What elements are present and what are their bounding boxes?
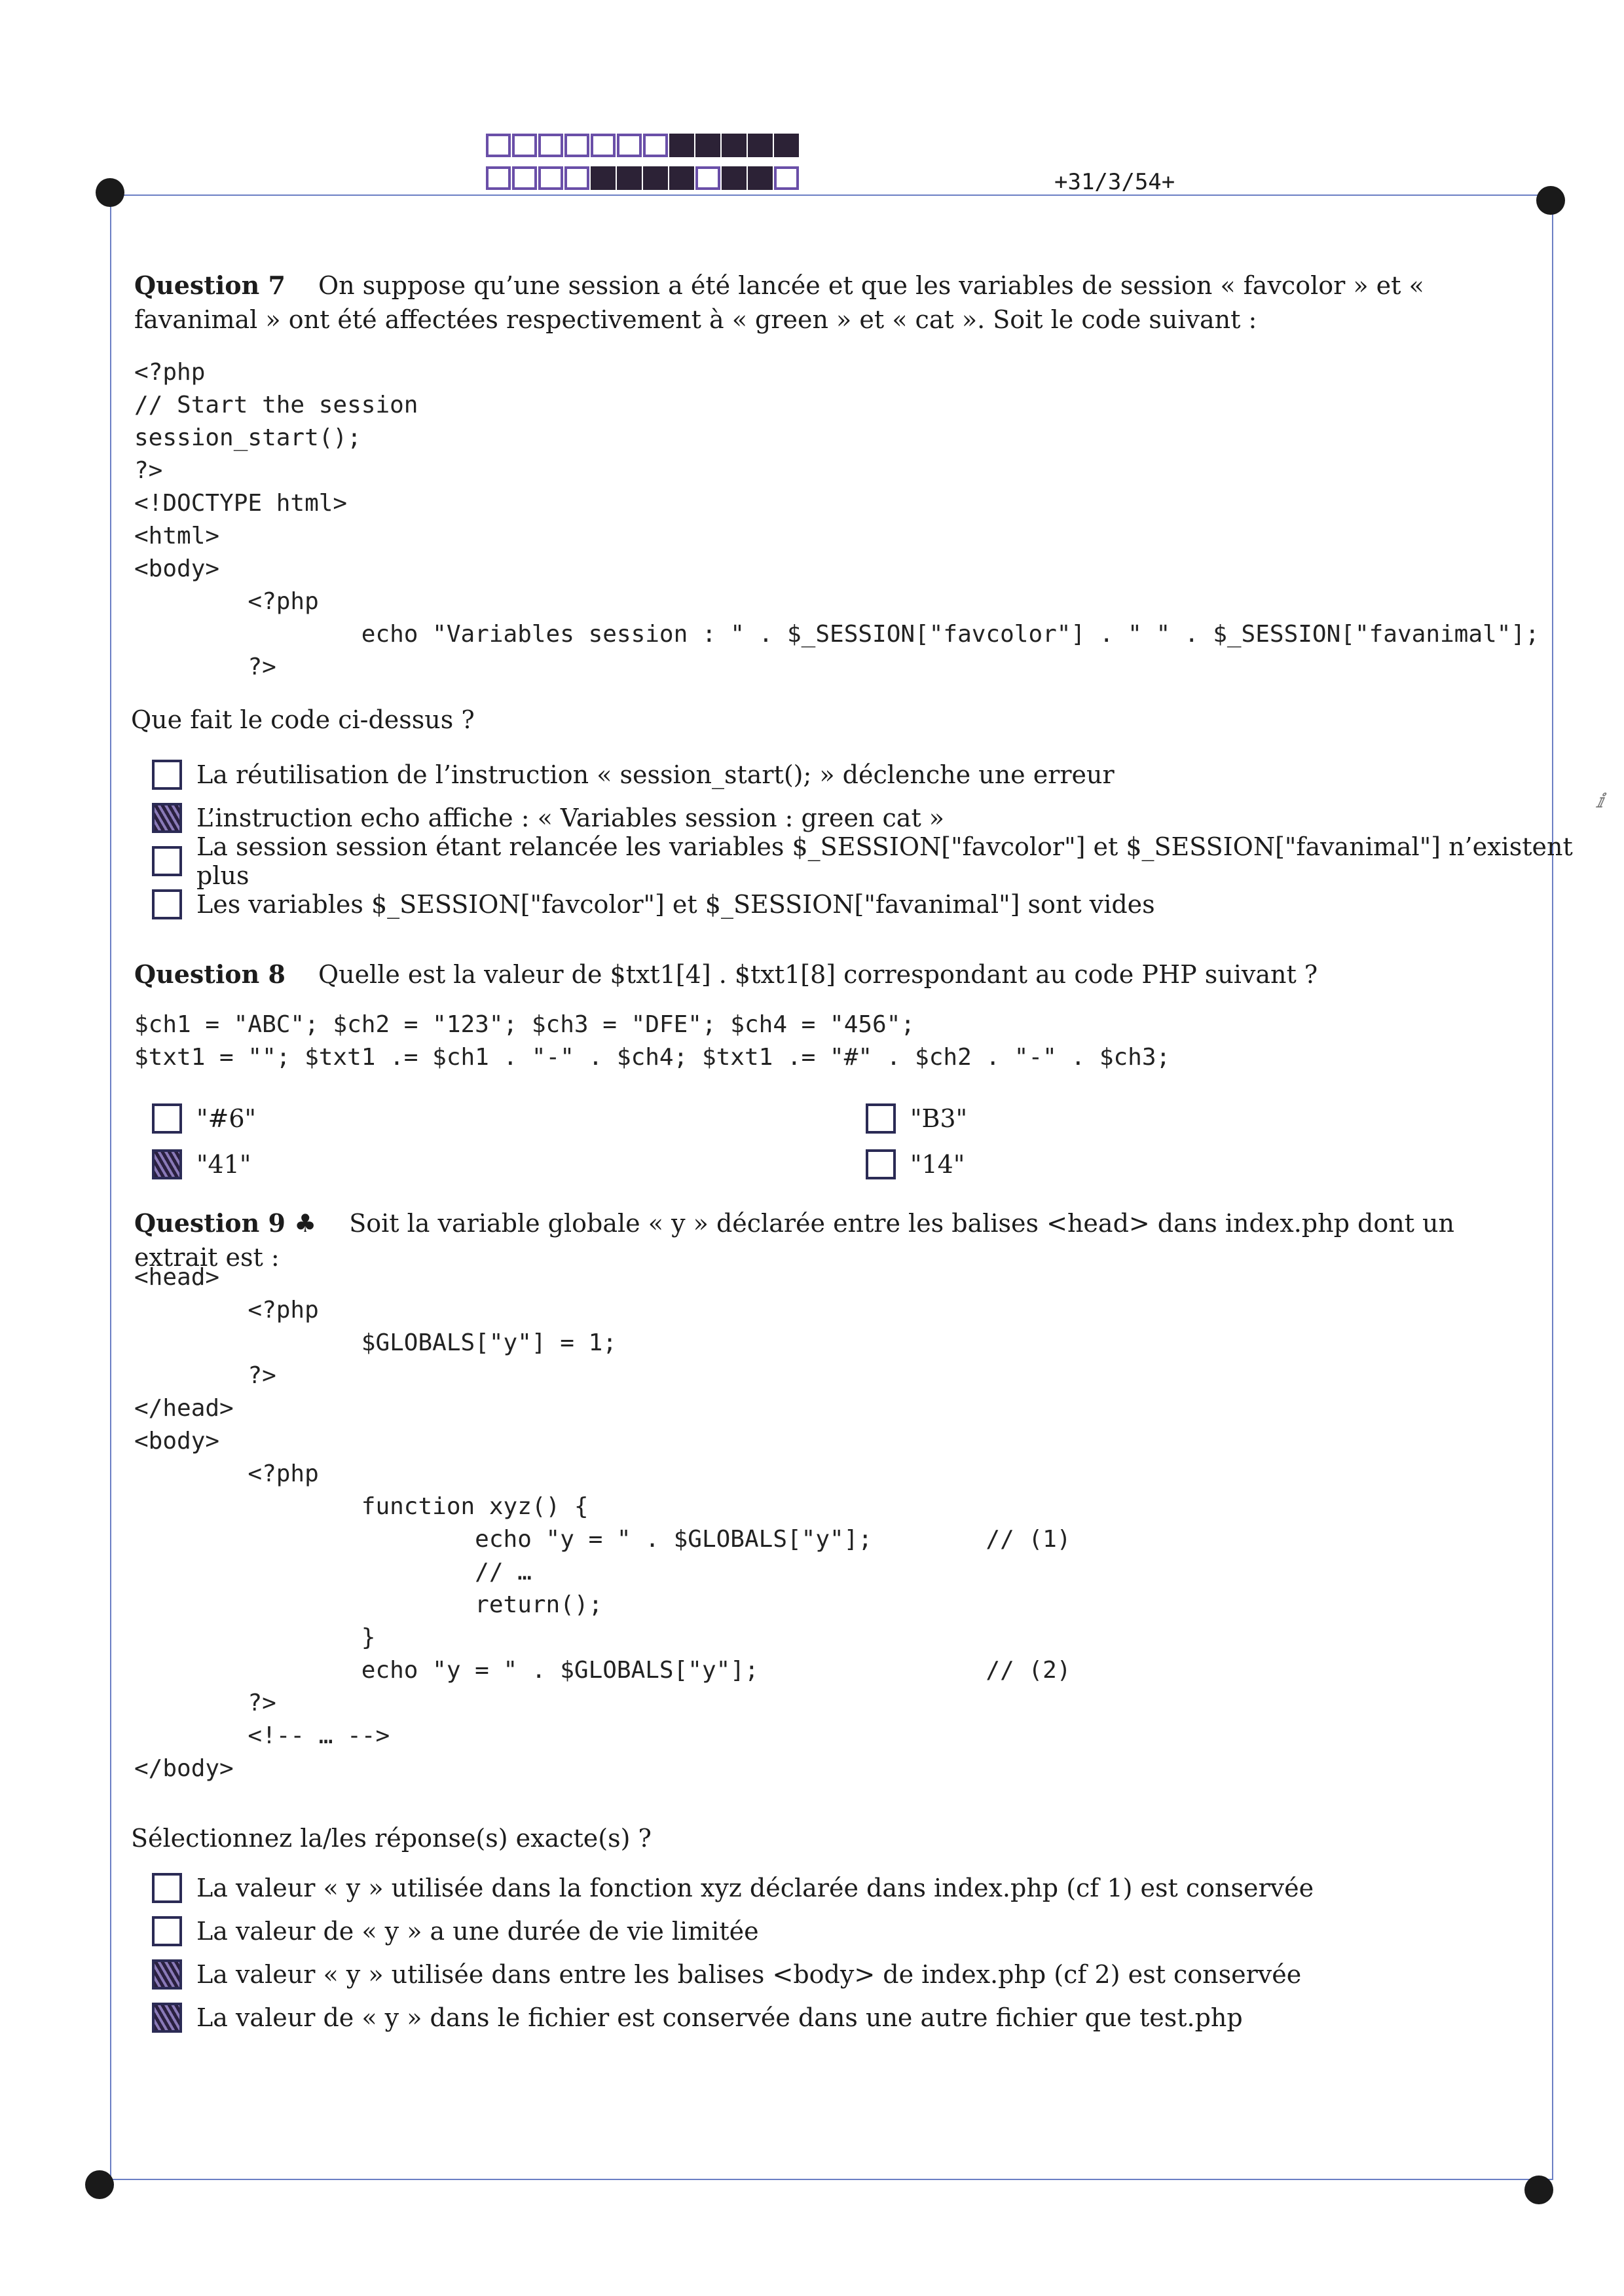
- option[interactable]: [152, 1910, 1314, 1953]
- option[interactable]: [152, 753, 1624, 796]
- question-9-prompt: Sélectionnez la/les réponse(s) exacte(s) ?: [131, 1824, 652, 1853]
- corner-marker-top-right: [1536, 186, 1565, 215]
- barcode-cell: [486, 166, 511, 190]
- question-7-text: On suppose qu’une session a été lancée et que les variables de session « favcolor » et « favanimal » ont été affectées respectivement à « green » et « cat ». Soit le code suivant :: [134, 271, 1424, 334]
- barcode-cell: [538, 134, 563, 157]
- checkbox[interactable]: [866, 1103, 896, 1134]
- margin-mark: ⅈ: [1596, 790, 1604, 813]
- corner-marker-top-left: [96, 178, 124, 207]
- option-label: La session session étant relancée les variables $_SESSION["favcolor"] et $_SESSION["favanimal"] n’existent plus: [196, 832, 1573, 890]
- option[interactable]: [152, 1146, 866, 1183]
- barcode-cell: [643, 166, 668, 190]
- question-8-statement: [134, 957, 1542, 991]
- barcode-cell: [695, 134, 720, 157]
- barcode-row-2: [486, 166, 800, 190]
- checkbox[interactable]: [152, 1103, 182, 1134]
- question-8-title: Question 8: [134, 959, 286, 989]
- option-label: L’instruction echo affiche : « Variables session : green cat »: [196, 804, 945, 832]
- option-label: La valeur « y » utilisée dans entre les balises <body> de index.php (cf 2) est conservée: [196, 1960, 1302, 1989]
- question-7-title: Question 7: [134, 270, 286, 300]
- option-label: La réutilisation de l’instruction « session_start(); » déclenche une erreur: [196, 760, 1115, 789]
- barcode-cell: [591, 134, 616, 157]
- option[interactable]: [866, 1146, 1390, 1183]
- question-7-statement: [134, 268, 1542, 337]
- question-9-options: [152, 1866, 1314, 2039]
- option-label: Les variables $_SESSION["favcolor"] et $_SESSION["favanimal"] sont vides: [196, 890, 1155, 919]
- barcode-cell: [669, 166, 694, 190]
- barcode-cell: [748, 134, 773, 157]
- page-identifier: +31/3/54+: [1054, 169, 1175, 195]
- option[interactable]: [152, 1866, 1314, 1910]
- question-9-code: <head> <?php $GLOBALS["y"] = 1; ?> </head> <body> <?php function xyz() { echo "y = " . $GLOBALS["y"]; // (1) // … return(); } echo "y = " . $GLOBALS["y"]; // (2) ?> <!-- … --> </body>: [134, 1264, 1071, 1782]
- corner-marker-bottom-left: [85, 2170, 114, 2199]
- barcode-cell: [564, 166, 589, 190]
- checkbox[interactable]: [152, 889, 182, 919]
- barcode-cell: [617, 134, 642, 157]
- barcode-cell: [538, 166, 563, 190]
- barcode-cell: [774, 166, 799, 190]
- barcode-cell: [643, 134, 668, 157]
- option-label: La valeur « y » utilisée dans la fonction xyz déclarée dans index.php (cf 1) est conservée: [196, 1874, 1314, 1902]
- barcode-cell: [695, 166, 720, 190]
- question-7-options: [152, 753, 1624, 926]
- barcode-cell: [512, 134, 537, 157]
- checkbox[interactable]: [152, 1959, 182, 1990]
- checkbox[interactable]: [152, 760, 182, 790]
- question-8-options: [152, 1100, 1462, 1183]
- option[interactable]: [152, 1996, 1314, 2039]
- checkbox[interactable]: [152, 846, 182, 876]
- option-label: La valeur de « y » a une durée de vie limitée: [196, 1917, 759, 1946]
- barcode-cell: [512, 166, 537, 190]
- barcode-cell: [748, 166, 773, 190]
- checkbox[interactable]: [152, 803, 182, 833]
- option-label: "B3": [910, 1104, 968, 1133]
- barcode-cell: [591, 166, 616, 190]
- barcode-row-1: [486, 134, 800, 157]
- question-7-prompt: Que fait le code ci-dessus ?: [131, 705, 475, 734]
- option[interactable]: [866, 1100, 1390, 1137]
- option-label: "14": [910, 1150, 965, 1179]
- option-label: "#6": [196, 1104, 256, 1133]
- question-7-code: <?php // Start the session session_start(); ?> <!DOCTYPE html> <html> <body> <?php echo "Variables session : " . $_SESSION["favcolor"] . " " . $_SESSION["favanimal"]; ?>: [134, 359, 1540, 680]
- checkbox[interactable]: [152, 1916, 182, 1946]
- option[interactable]: [152, 832, 1624, 890]
- barcode-cell: [617, 166, 642, 190]
- barcode-cell: [722, 134, 747, 157]
- checkbox[interactable]: [152, 1873, 182, 1903]
- option[interactable]: [152, 1953, 1314, 1996]
- corner-marker-bottom-right: [1524, 2176, 1553, 2204]
- question-8-text: Quelle est la valeur de $txt1[4] . $txt1[8] correspondant au code PHP suivant ?: [318, 960, 1318, 989]
- question-9-text: Soit la variable globale « y » déclarée entre les balises <head> dans index.php dont un extrait est :: [134, 1209, 1454, 1272]
- checkbox[interactable]: [152, 2003, 182, 2033]
- checkbox[interactable]: [152, 1149, 182, 1179]
- barcode-cell: [722, 166, 747, 190]
- barcode-cell: [564, 134, 589, 157]
- option-label: "41": [196, 1150, 251, 1179]
- option-label: La valeur de « y » dans le fichier est conservée dans une autre fichier que test.php: [196, 2003, 1243, 2032]
- checkbox[interactable]: [866, 1149, 896, 1179]
- question-9-title: Question 9 ♣: [134, 1208, 317, 1238]
- barcode-cell: [669, 134, 694, 157]
- barcode-cell: [774, 134, 799, 157]
- option[interactable]: [152, 1100, 866, 1137]
- barcode-cell: [486, 134, 511, 157]
- question-8-code: $ch1 = "ABC"; $ch2 = "123"; $ch3 = "DFE"; $ch4 = "456"; $txt1 = ""; $txt1 .= $ch1 . "-" . $ch4; $txt1 .= "#" . $ch2 . "-" . $ch3;: [134, 1011, 1171, 1071]
